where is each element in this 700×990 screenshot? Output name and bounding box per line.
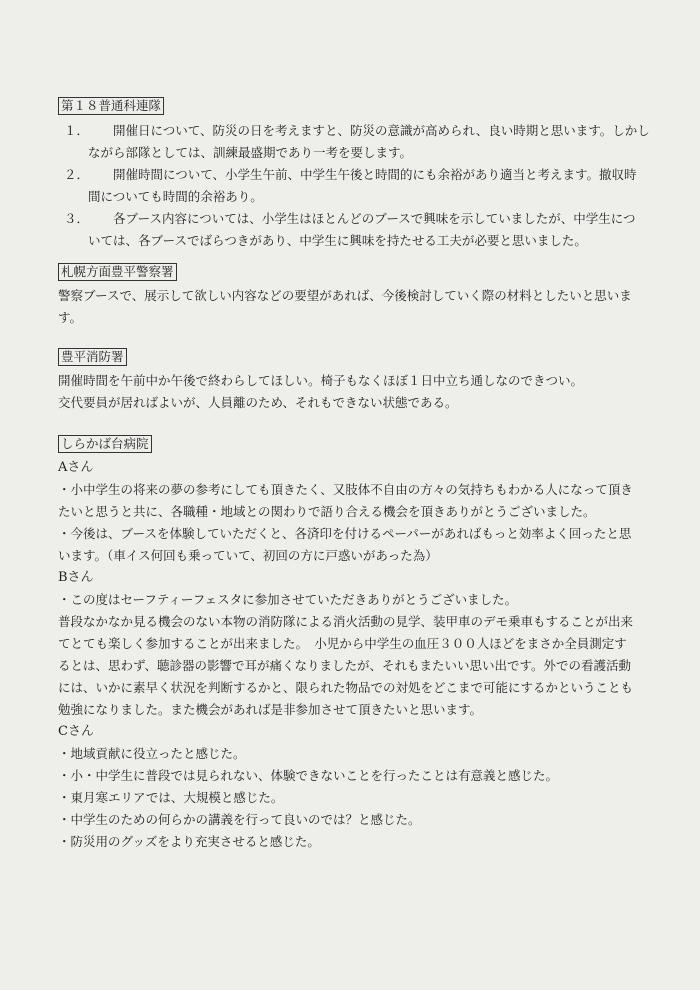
section-heading: 札幌方面豊平警察署 xyxy=(58,263,177,281)
body-line: ・小中学生の将来の夢の参考にしても頂きたく、又肢体不自由の方々の気持ちもわかる人になって頂き xyxy=(58,482,633,497)
section-heading: 豊平消防署 xyxy=(58,348,127,366)
item-number: ２． xyxy=(64,167,90,182)
section-toyohira-police xyxy=(58,261,658,329)
body-line: います。（車イス何回も乗っていて、初回の方に戸惑いがあった為） xyxy=(58,548,438,563)
section-heading: 第１８普通科連隊 xyxy=(58,97,164,115)
body-line: ・東月寒エリアでは、大規模と感じた。 xyxy=(58,790,284,805)
person-label-b: Bさん xyxy=(58,570,94,585)
body-line: ・今後は、ブースを体験していただくと、各済印を付けるペーパーがあればもっと効率よく回ったと思 xyxy=(58,526,632,541)
body-line: 勉強になりました。また機会があれば是非参加させて頂きたいと思います。 xyxy=(58,702,483,717)
body-line: ・小・中学生に普段では見られない、体験できないことを行ったことは有意義と感じた。 xyxy=(58,768,559,783)
person-label-c: Cさん xyxy=(58,724,94,739)
body-line: てとても楽しく参加することが出来ました。 小児から中学生の血圧３００人ほどをまさか全員測定す xyxy=(58,636,627,651)
section-toyohira-fire xyxy=(58,346,658,414)
person-label-a: Aさん xyxy=(58,460,94,475)
item-line: 開催日について、防災の日を考えますと、防災の意識が高められ、良い時期と思います。しかし xyxy=(88,123,650,138)
item-line: 各ブース内容については、小学生はほとんどのブースで興味を示していましたが、中学生につ xyxy=(88,211,636,226)
body-line: 開催時間を午前中か午後で終わらしてほしい。椅子もなくほぼ１日中立ち通しなのできつい。 xyxy=(58,373,584,388)
item-number: １． xyxy=(64,123,90,138)
body-line: ・防災用のグッズをより充実させると感じた。 xyxy=(58,834,320,849)
item-line: 間についても時間的余裕あり。 xyxy=(88,189,263,204)
section-18th-infantry-regiment xyxy=(58,95,658,252)
body-line: 警察ブースで、展示して欲しい内容などの要望があれば、今後検討していく際の材料としたいと思いま xyxy=(58,288,632,303)
item-line: いては、各ブースでばらつきがあり、中学生に興味を持たせる工夫が必要と思いました。 xyxy=(88,233,587,248)
item-line: 開催時間について、小学生午前、中学生午後と時間的にも余裕があり適当と考えます。撤収時 xyxy=(88,167,637,182)
item-line: ながら部隊としては、訓練最盛期であり一考を要します。 xyxy=(88,145,413,160)
body-line: 普段なかなか見る機会のない本物の消防隊による消火活動の見学、装甲車のデモ乗車もすることが出来 xyxy=(58,614,634,629)
body-line: ・中学生のための何らかの講義を行って良いのでは？と感じた。 xyxy=(58,812,421,827)
body-line: す。 xyxy=(58,310,83,325)
numbered-item xyxy=(58,208,658,252)
numbered-item xyxy=(58,120,658,164)
body-line: 交代要員が居ればよいが、人員離のため、それもできない状態である。 xyxy=(58,395,458,410)
body-line: ・この度はセーフティーフェスタに参加させていただきありがとうございました。 xyxy=(58,592,518,607)
body-line: たいと思うと共に、各職種・地域との関わりで語り合える機会を頂きありがとうございました。 xyxy=(58,504,596,519)
section-heading: しらかば台病院 xyxy=(58,435,152,453)
item-number: ３． xyxy=(64,211,90,226)
body-line: るとは、思わず、聴診器の影響で耳が痛くなりましたが、それもまたいい思い出です。外での看護活動 xyxy=(58,658,632,673)
numbered-item xyxy=(58,164,658,208)
section-shirakabadai-hospital xyxy=(58,433,658,853)
body-line: ・地域貢献に役立ったと感じた。 xyxy=(58,746,246,761)
body-line: には、いかに素早く状況を判断するかと、限られた物品での対処をどこまで可能にするかということも xyxy=(58,680,634,695)
